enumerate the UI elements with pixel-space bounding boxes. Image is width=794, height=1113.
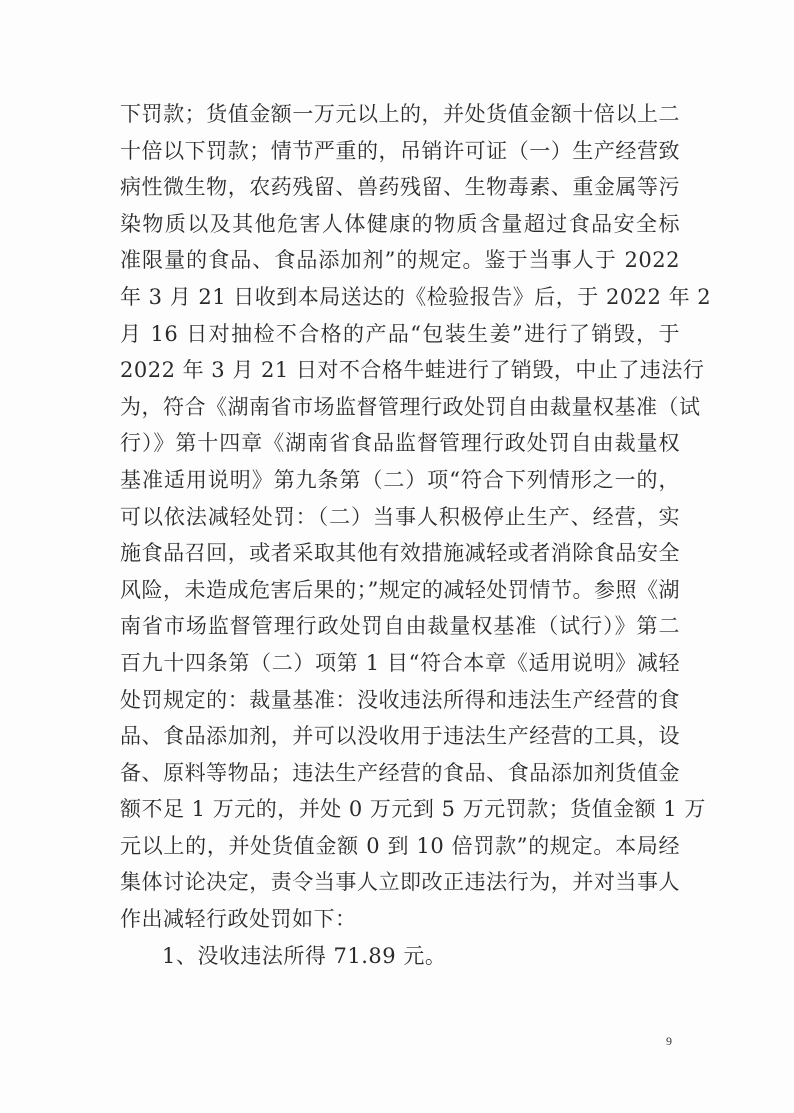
text-line: 品、食品添加剂，并可以没收用于违法生产经营的工具，设 — [120, 724, 680, 749]
text-line: 下罚款；货值金额一万元以上的，并处货值金额十倍以上二 — [120, 102, 680, 126]
text-line: 施食品召回，或者采取其他有效措施减轻或者消除食品安全 — [120, 541, 680, 566]
text-line: 百九十四条第（二）项第 1 目“符合本章《适用说明》减轻 — [120, 650, 680, 675]
penalty-item-1: 1、没收违法所得 71.89 元。 — [162, 943, 447, 968]
text-line: 月 16 日对抽检不合格的产品“包装生姜”进行了销毁，于 — [120, 321, 680, 346]
text-line: 2022 年 3 月 21 日对不合格牛蛙进行了销毁，中止了违法行 — [120, 358, 705, 383]
text-line: 风险，未造成危害后果的；”规定的减轻处罚情节。参照《湖 — [120, 577, 680, 602]
text-line: 额不足 1 万元的，并处 0 万元到 5 万元罚款；货值金额 1 万 — [120, 797, 706, 822]
body-text — [120, 96, 712, 974]
text-line: 处罚规定的：裁量基准：没收违法所得和违法生产经营的食 — [120, 687, 680, 712]
text-line: 基准适用说明》第九条第（二）项“符合下列情形之一的， — [120, 467, 680, 492]
text-line: 十倍以下罚款；情节严重的，吊销许可证（一）生产经营致 — [120, 138, 680, 163]
text-line: 可以依法减轻处罚：（二）当事人积极停止生产、经营，实 — [120, 504, 680, 529]
text-line: 元以上的，并处货值金额 0 到 10 倍罚款”的规定。本局经 — [120, 833, 680, 858]
text-line: 为，符合《湖南省市场监督管理行政处罚自由裁量权基准（试 — [120, 394, 701, 419]
text-line: 备、原料等物品；违法生产经营的食品、食品添加剂货值金 — [120, 760, 680, 785]
text-line: 染物质以及其他危害人体健康的物质含量超过食品安全标 — [120, 211, 680, 236]
text-line: 作出减轻行政处罚如下： — [120, 907, 357, 932]
page-number: 9 — [666, 1034, 672, 1048]
text-line: 准限量的食品、食品添加剂”的规定。鉴于当事人于 2022 — [120, 248, 680, 273]
text-line: 病性微生物，农药残留、兽药残留、生物毒素、重金属等污 — [120, 175, 680, 200]
text-line: 行）》第十四章《湖南省食品监督管理行政处罚自由裁量权 — [120, 431, 680, 456]
text-line: 南省市场监督管理行政处罚自由裁量权基准（试行）》第二 — [120, 614, 680, 639]
text-line: 年 3 月 21 日收到本局送达的《检验报告》后，于 2022 年 2 — [120, 284, 712, 309]
text-line: 集体讨论决定，责令当事人立即改正违法行为，并对当事人 — [120, 870, 680, 895]
